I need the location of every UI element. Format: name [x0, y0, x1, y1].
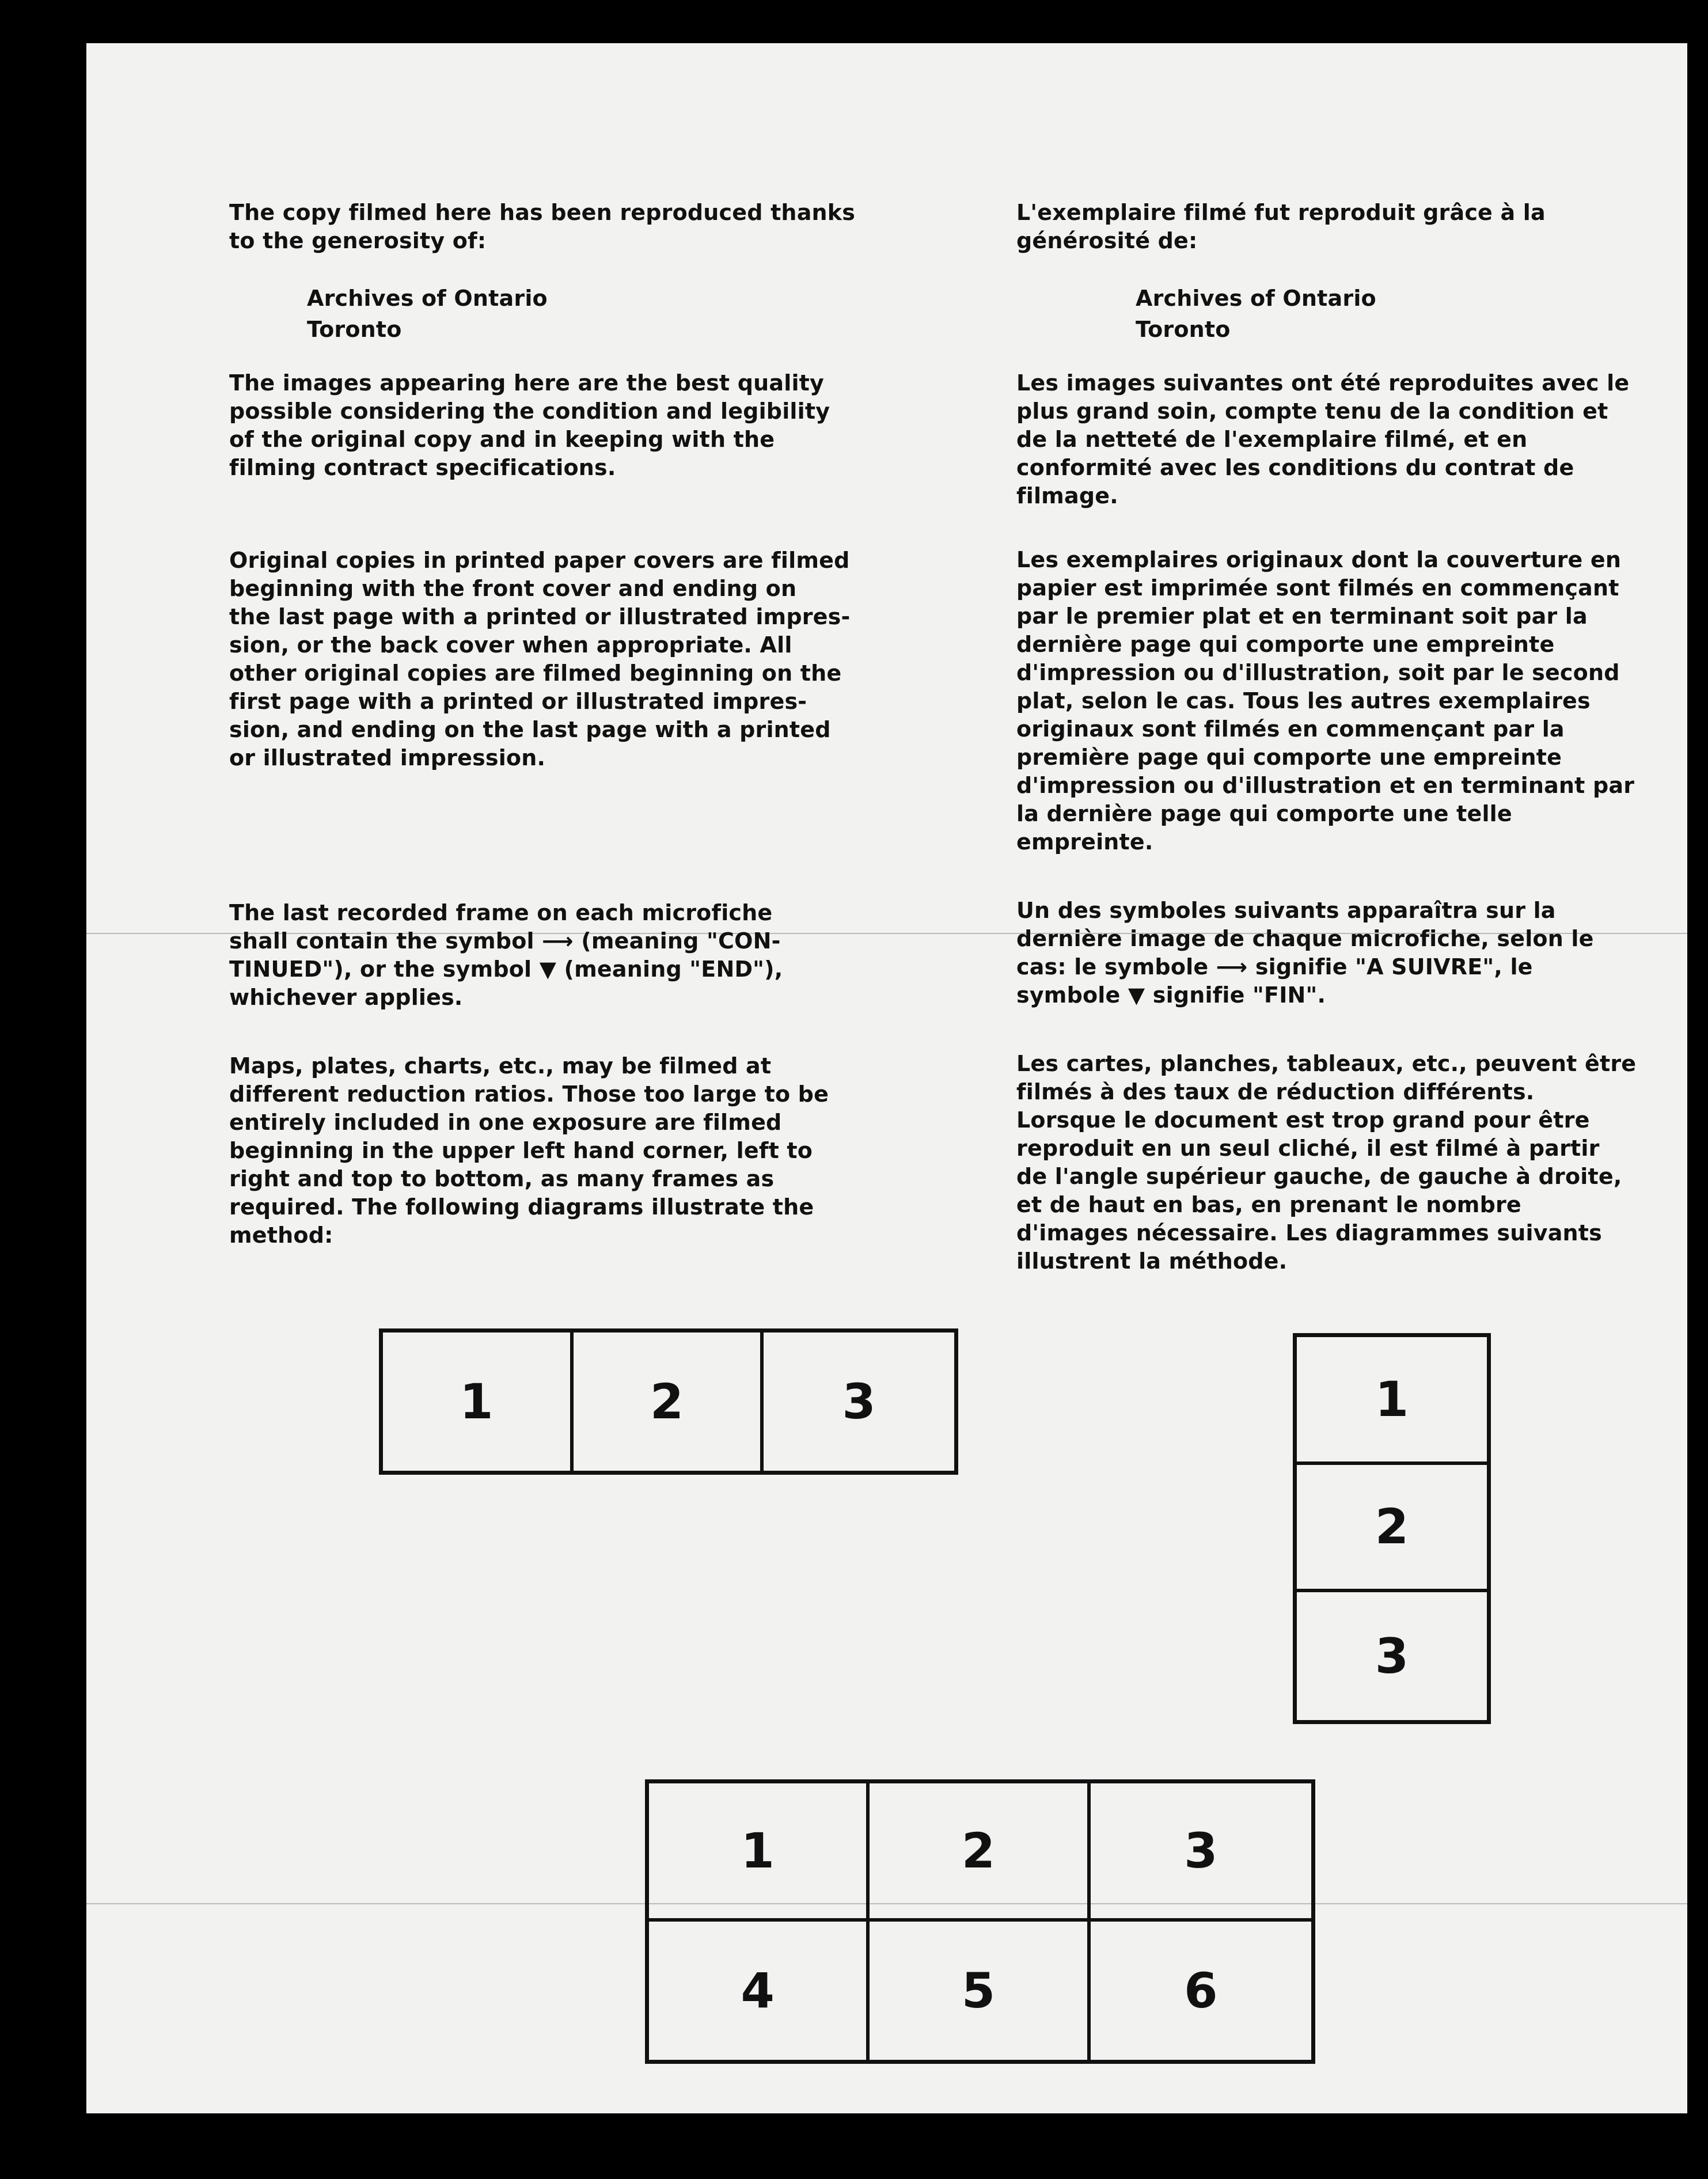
english-column — [229, 199, 897, 1250]
frame-cell: 4 — [649, 1922, 870, 2060]
acknowledgement-en: The copy filmed here has been reproduced thanks to the generosity of: — [229, 200, 856, 253]
frame-cell: 2 — [1297, 1465, 1487, 1593]
frame-cell: 1 — [383, 1333, 574, 1471]
frame-cell: 3 — [1091, 1783, 1311, 1922]
frame-cell: 2 — [574, 1333, 764, 1471]
symbols-note-fr: Un des symboles suivants apparaîtra sur la dernière image de chaque microfiche, selon le cas: le symbole ⟶ signifie "A SUIVRE", le symbole ▼ signifie "FIN". — [1016, 898, 1594, 1008]
diagram-grid — [645, 1779, 1315, 2064]
institution-fr: Archives of Ontario Toronto — [1136, 286, 1376, 342]
originals-note-fr: Les exemplaires originaux dont la couverture en papier est imprimée sont filmés en commençant par le premier plat et en terminant soit par la dernière page qui comporte une empreinte d'impression ou d'illustration, soit par le second plat, selon le cas. Tous les autres exemplaires originaux sont filmés en commençant par la première page qui comporte une empreinte d'impression ou d'illustration et en terminant par la dernière page qui comporte une telle empreinte. — [1016, 547, 1635, 855]
maps-note-en: Maps, plates, charts, etc., may be filmed at different reduction ratios. Those too large to be entirely included in one exposure are filmed beginning in the upper left hand corner, left to right and top to bottom, as many frames as required. The following diagrams illustrate the method: — [229, 1053, 829, 1248]
frame-cell: 5 — [870, 1922, 1090, 2060]
diagram-horizontal — [379, 1328, 958, 1475]
frame-cell: 6 — [1184, 1962, 1218, 2019]
frame-cell: 3 — [1375, 1628, 1409, 1685]
frame-cell: 1 — [1297, 1337, 1487, 1465]
french-column — [1016, 199, 1687, 1275]
institution-en: Archives of Ontario Toronto — [307, 286, 548, 342]
symbols-note-en: The last recorded frame on each microfiche shall contain the symbol ⟶ (meaning "CON- TINUED"), or the symbol ▼ (meaning "END"), whichever applies. — [229, 900, 783, 1010]
frame-cell: 1 — [649, 1783, 870, 1922]
frame-cell: 2 — [870, 1783, 1090, 1922]
maps-note-fr: Les cartes, planches, tableaux, etc., peuvent être filmés à des taux de réduction différents. Lorsque le document est trop grand pour être reproduit en un seul cliché, il est filmé à partir de l'angle supérieur gauche, de gauche à droite, et de haut en bas, en prenant le nombre d'images nécessaire. Les diagrammes suivants illustrent la méthode. — [1016, 1051, 1637, 1274]
originals-note-en: Original copies in printed paper covers are filmed beginning with the front cover and ending on the last page with a printed or illustrated impres- sion, or the back cover when appropriate. All other original copies are filmed beginning on the first page with a printed or illustrated impres- sion, and ending on the last page with a printed or illustrated impression. — [229, 548, 851, 770]
quality-note-fr: Les images suivantes ont été reproduites avec le plus grand soin, compte tenu de la condition et de la netteté de l'exemplaire filmé, et en conformité avec les conditions du contrat de filmage. — [1016, 370, 1630, 508]
quality-note-en: The images appearing here are the best quality possible considering the condition and legibility of the original copy and in keeping with the filming contract specifications. — [229, 370, 830, 480]
diagram-vertical — [1293, 1333, 1491, 1724]
frame-cell: 3 — [842, 1373, 876, 1430]
filmed-page — [86, 43, 1687, 2113]
acknowledgement-fr: L'exemplaire filmé fut reproduit grâce à la générosité de: — [1016, 200, 1546, 253]
